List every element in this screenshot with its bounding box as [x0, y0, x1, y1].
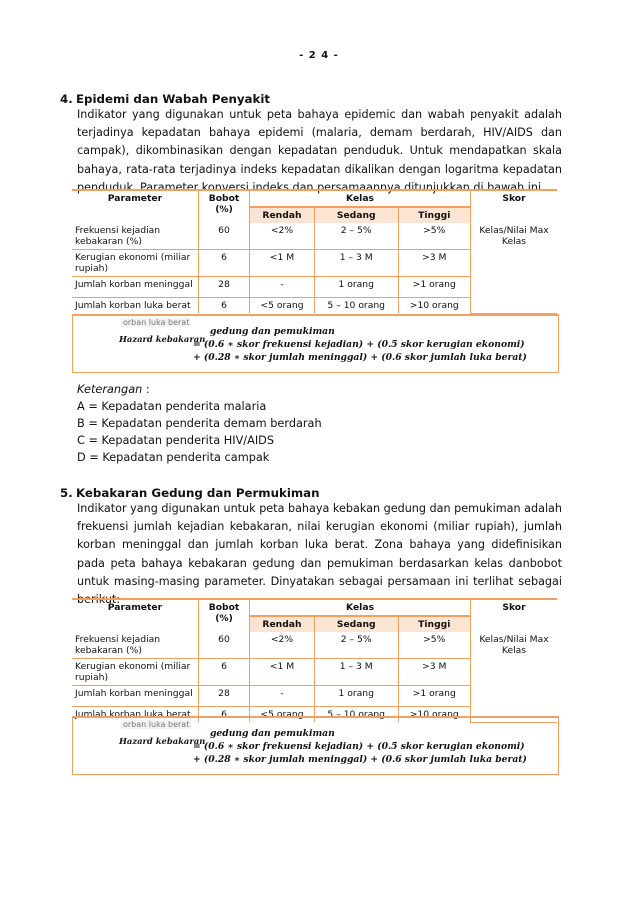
- formula-ghost-text: orban luka berat: [123, 720, 190, 729]
- th-tinggi: Tinggi: [398, 207, 471, 223]
- cell-tinggi: >3 M: [398, 659, 471, 686]
- keterangan-colon: :: [142, 383, 150, 396]
- cell-parameter: Jumlah korban meninggal: [72, 277, 199, 298]
- formula-ghost-text: orban luka berat: [123, 318, 190, 327]
- th-sedang: Sedang: [314, 207, 398, 223]
- page-number: - 2 4 -: [299, 50, 339, 61]
- list-item: A = Kepadatan penderita malaria: [77, 400, 267, 413]
- section4-paragraph: Indikator yang digunakan untuk peta bahaya epidemic dan wabah penyakit adalah terjadinya kepadatan bahaya epidemi (malaria, demam berdarah, HIV/AIDS dan campak), dikombinasikan dengan kepadatan penduduk. Untuk mendapatkan skala bahaya, rata-rata terjadinya indeks kepadatan dikalikan dengan logaritma kepadatan penduduk. Parameter konversi indeks dan persamaannya ditunjukkan di bawah ini.: [77, 108, 562, 194]
- cell-tinggi: >5%: [398, 632, 471, 659]
- list-item: C = Kepadatan penderita HIV/AIDS: [77, 434, 275, 447]
- cell-sedang: 2 – 5%: [314, 223, 398, 250]
- cell-parameter: Jumlah korban luka berat: [75, 709, 191, 720]
- cell-parameter: Frekuensi kejadian kebakaran (%): [72, 223, 199, 250]
- cell-sedang: 1 orang: [314, 277, 398, 298]
- section4-title: Epidemi dan Wabah Penyakit: [76, 92, 271, 106]
- cell-parameter: Kerugian ekonomi (miliar rupiah): [72, 659, 199, 686]
- cell-bobot: 60: [199, 223, 250, 250]
- th-kelas: Kelas: [250, 599, 471, 616]
- formula-box-2: [72, 716, 559, 775]
- table-row: [72, 632, 557, 659]
- cell-rendah: <1 M: [250, 250, 315, 277]
- keterangan-title: [77, 381, 322, 398]
- cell-sedang: 1 – 3 M: [314, 250, 398, 277]
- cell-rendah: -: [250, 277, 315, 298]
- formula-line2: = (0.6 ∗ skor frekuensi kejadian) + (0.5 skor kerugian ekonomi): [193, 741, 525, 752]
- keterangan-label: Keterangan: [77, 383, 143, 396]
- keterangan-block: [77, 381, 322, 466]
- cell-skor: Kelas/Nilai Max Kelas: [471, 223, 558, 313]
- cell-sedang: 5 – 10 orang: [314, 298, 398, 314]
- th-skor: Skor: [471, 599, 558, 632]
- cell-bobot: 60: [199, 632, 250, 659]
- cell-parameter: Jumlah korban meninggal: [72, 686, 199, 707]
- formula-hazard: Hazard kebakaran: [119, 736, 206, 746]
- cell-bobot: 6: [199, 298, 250, 314]
- parameter-table-1: [72, 189, 557, 314]
- cell-bobot: 6: [199, 707, 250, 723]
- section5-heading: [60, 486, 320, 500]
- th-skor: Skor: [471, 190, 558, 223]
- parameter-table-2: [72, 598, 557, 723]
- section5-number: 5.: [60, 486, 73, 500]
- cell-sedang: 1 orang: [314, 686, 398, 707]
- cell-tinggi: >1 orang: [398, 686, 471, 707]
- formula-line3: + (0.28 ∗ skor jumlah meninggal) + (0.6 skor jumlah luka berat): [193, 754, 527, 765]
- cell-skor: Kelas/Nilai Max Kelas: [471, 632, 558, 722]
- cell-rendah: <1 M: [250, 659, 315, 686]
- th-rendah: Rendah: [250, 207, 315, 223]
- formula-line3: + (0.28 ∗ skor jumlah meninggal) + (0.6 skor jumlah luka berat): [193, 352, 527, 363]
- list-item: B = Kepadatan penderita demam berdarah: [77, 417, 322, 430]
- cell-parameter: Jumlah korban luka berat: [75, 300, 191, 311]
- section4-number: 4.: [60, 92, 73, 106]
- cell-rendah: <2%: [250, 223, 315, 250]
- th-parameter: Parameter: [107, 193, 163, 204]
- th-bobot: Bobot (%): [199, 599, 250, 632]
- cell-tinggi: >3 M: [398, 250, 471, 277]
- th-kelas: Kelas: [250, 190, 471, 207]
- cell-rendah: -: [250, 686, 315, 707]
- section5-paragraph: Indikator yang digunakan untuk peta bahaya kebakan gedung dan pemukiman adalah frekuensi jumlah kejadian kebakaran, nilai kerugian ekonomi (miliar rupiah), jumlah korban meninggal dan jumlah korban luka berat. Zona bahaya yang didefinisikan pada peta bahaya kebakaran gedung dan pemukiman berdasarkan kelas danbobot untuk masing-masing parameter. Dinyatakan sebagai persamaan ini terlihat sebagai berikut:: [77, 502, 562, 607]
- cell-bobot: 28: [199, 277, 250, 298]
- th-tinggi: Tinggi: [398, 616, 471, 632]
- section5-title: Kebakaran Gedung dan Permukiman: [76, 486, 320, 500]
- cell-bobot: 6: [199, 659, 250, 686]
- cell-rendah: <5 orang: [250, 707, 315, 723]
- formula-hazard: Hazard kebakaran: [119, 334, 206, 344]
- cell-tinggi: >5%: [398, 223, 471, 250]
- cell-sedang: 1 – 3 M: [314, 659, 398, 686]
- cell-sedang: 5 – 10 orang: [314, 707, 398, 723]
- cell-sedang: 2 – 5%: [314, 632, 398, 659]
- th-bobot: Bobot (%): [199, 190, 250, 223]
- th-parameter: Parameter: [107, 602, 163, 613]
- cell-rendah: <2%: [250, 632, 315, 659]
- section4-heading: [60, 92, 270, 106]
- cell-parameter: Frekuensi kejadian kebakaran (%): [72, 632, 199, 659]
- table-row: [72, 223, 557, 250]
- list-item: D = Kepadatan penderita campak: [77, 451, 270, 464]
- th-sedang: Sedang: [314, 616, 398, 632]
- formula-box-1: [72, 314, 559, 373]
- cell-tinggi: >10 orang: [398, 298, 471, 314]
- cell-tinggi: >1 orang: [398, 277, 471, 298]
- formula-line1: gedung dan pemukiman: [210, 326, 335, 337]
- formula-line2: = (0.6 ∗ skor frekuensi kejadian) + (0.5 skor kerugian ekonomi): [193, 339, 525, 350]
- cell-parameter: Kerugian ekonomi (miliar rupiah): [72, 250, 199, 277]
- cell-tinggi: >10 orang: [398, 707, 471, 723]
- formula-line1: gedung dan pemukiman: [210, 728, 335, 739]
- cell-bobot: 28: [199, 686, 250, 707]
- cell-bobot: 6: [199, 250, 250, 277]
- th-rendah: Rendah: [250, 616, 315, 632]
- cell-rendah: <5 orang: [250, 298, 315, 314]
